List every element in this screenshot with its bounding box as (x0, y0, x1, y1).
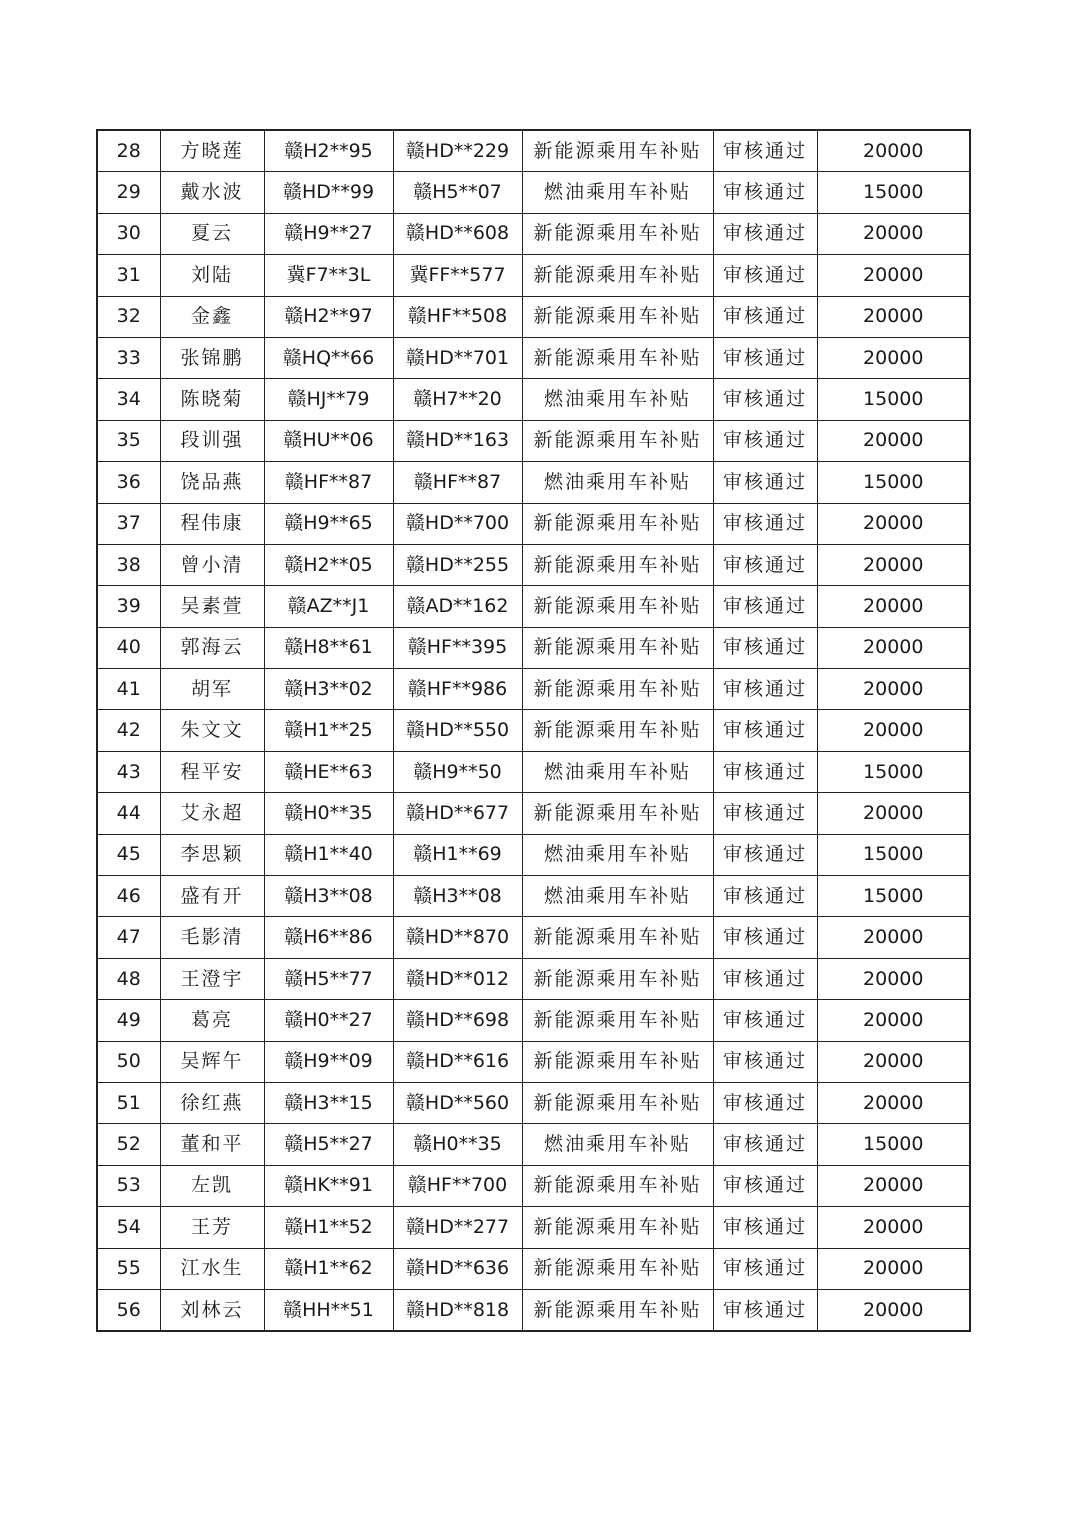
old-plate-number: 赣H3**08 (264, 876, 393, 917)
new-plate-number: 赣HD**636 (393, 1248, 522, 1289)
subsidy-type: 新能源乘用车补贴 (522, 420, 713, 461)
subsidy-type: 新能源乘用车补贴 (522, 255, 713, 296)
row-number: 32 (97, 296, 160, 337)
row-number: 55 (97, 1248, 160, 1289)
subsidy-amount: 20000 (817, 503, 970, 544)
subsidy-type: 燃油乘用车补贴 (522, 751, 713, 792)
old-plate-number: 赣HD**99 (264, 172, 393, 213)
old-plate-number: 赣H8**61 (264, 627, 393, 668)
applicant-name: 吴辉午 (160, 1041, 264, 1082)
subsidy-amount: 20000 (817, 1082, 970, 1123)
subsidy-type: 新能源乘用车补贴 (522, 793, 713, 834)
row-number: 29 (97, 172, 160, 213)
subsidy-type: 新能源乘用车补贴 (522, 296, 713, 337)
new-plate-number: 赣AD**162 (393, 586, 522, 627)
subsidy-type: 新能源乘用车补贴 (522, 958, 713, 999)
new-plate-number: 赣H5**07 (393, 172, 522, 213)
new-plate-number: 赣HF**508 (393, 296, 522, 337)
table-row (97, 669, 970, 710)
row-number: 51 (97, 1082, 160, 1123)
review-status: 审核通过 (713, 1289, 817, 1331)
table-row (97, 627, 970, 668)
new-plate-number: 冀FF**577 (393, 255, 522, 296)
applicant-name: 戴水波 (160, 172, 264, 213)
subsidy-type: 新能源乘用车补贴 (522, 1248, 713, 1289)
subsidy-type: 燃油乘用车补贴 (522, 462, 713, 503)
applicant-name: 左凯 (160, 1165, 264, 1206)
review-status: 审核通过 (713, 586, 817, 627)
old-plate-number: 赣H0**27 (264, 1000, 393, 1041)
row-number: 43 (97, 751, 160, 792)
new-plate-number: 赣HD**550 (393, 710, 522, 751)
review-status: 审核通过 (713, 958, 817, 999)
subsidy-amount: 15000 (817, 462, 970, 503)
review-status: 审核通过 (713, 1248, 817, 1289)
new-plate-number: 赣HF**700 (393, 1165, 522, 1206)
review-status: 审核通过 (713, 420, 817, 461)
applicant-name: 艾永超 (160, 793, 264, 834)
old-plate-number: 赣H6**86 (264, 917, 393, 958)
subsidy-table (96, 129, 971, 1332)
applicant-name: 吴素萱 (160, 586, 264, 627)
row-number: 46 (97, 876, 160, 917)
table-row (97, 130, 970, 172)
subsidy-type: 燃油乘用车补贴 (522, 876, 713, 917)
applicant-name: 董和平 (160, 1124, 264, 1165)
row-number: 28 (97, 130, 160, 172)
review-status: 审核通过 (713, 255, 817, 296)
subsidy-amount: 20000 (817, 213, 970, 254)
subsidy-amount: 20000 (817, 1000, 970, 1041)
row-number: 39 (97, 586, 160, 627)
review-status: 审核通过 (713, 337, 817, 378)
row-number: 38 (97, 544, 160, 585)
new-plate-number: 赣H1**69 (393, 834, 522, 875)
new-plate-number: 赣HD**163 (393, 420, 522, 461)
applicant-name: 方晓莲 (160, 130, 264, 172)
applicant-name: 夏云 (160, 213, 264, 254)
row-number: 45 (97, 834, 160, 875)
applicant-name: 葛亮 (160, 1000, 264, 1041)
review-status: 审核通过 (713, 213, 817, 254)
old-plate-number: 赣HQ**66 (264, 337, 393, 378)
old-plate-number: 赣H0**35 (264, 793, 393, 834)
row-number: 47 (97, 917, 160, 958)
old-plate-number: 赣H2**95 (264, 130, 393, 172)
review-status: 审核通过 (713, 669, 817, 710)
applicant-name: 江水生 (160, 1248, 264, 1289)
subsidy-type: 新能源乘用车补贴 (522, 1041, 713, 1082)
old-plate-number: 赣H3**15 (264, 1082, 393, 1123)
table-row (97, 1000, 970, 1041)
row-number: 36 (97, 462, 160, 503)
applicant-name: 张锦鹏 (160, 337, 264, 378)
old-plate-number: 赣H9**09 (264, 1041, 393, 1082)
row-number: 40 (97, 627, 160, 668)
subsidy-type: 新能源乘用车补贴 (522, 669, 713, 710)
applicant-name: 李思颖 (160, 834, 264, 875)
review-status: 审核通过 (713, 627, 817, 668)
old-plate-number: 赣H1**40 (264, 834, 393, 875)
new-plate-number: 赣HD**701 (393, 337, 522, 378)
old-plate-number: 赣HE**63 (264, 751, 393, 792)
row-number: 31 (97, 255, 160, 296)
subsidy-amount: 20000 (817, 586, 970, 627)
subsidy-amount: 20000 (817, 255, 970, 296)
row-number: 50 (97, 1041, 160, 1082)
table-row (97, 544, 970, 585)
table-row (97, 958, 970, 999)
subsidy-amount: 20000 (817, 958, 970, 999)
table-row (97, 1207, 970, 1248)
table-row (97, 462, 970, 503)
review-status: 审核通过 (713, 710, 817, 751)
subsidy-amount: 20000 (817, 1289, 970, 1331)
applicant-name: 刘陆 (160, 255, 264, 296)
subsidy-type: 新能源乘用车补贴 (522, 627, 713, 668)
row-number: 42 (97, 710, 160, 751)
subsidy-amount: 20000 (817, 1165, 970, 1206)
subsidy-type: 新能源乘用车补贴 (522, 586, 713, 627)
table-row (97, 834, 970, 875)
new-plate-number: 赣HD**818 (393, 1289, 522, 1331)
new-plate-number: 赣HF**87 (393, 462, 522, 503)
table-row (97, 255, 970, 296)
applicant-name: 郭海云 (160, 627, 264, 668)
subsidy-amount: 15000 (817, 751, 970, 792)
subsidy-type: 燃油乘用车补贴 (522, 172, 713, 213)
subsidy-amount: 20000 (817, 420, 970, 461)
subsidy-amount: 20000 (817, 710, 970, 751)
row-number: 33 (97, 337, 160, 378)
old-plate-number: 赣H9**27 (264, 213, 393, 254)
new-plate-number: 赣HD**255 (393, 544, 522, 585)
old-plate-number: 赣H1**62 (264, 1248, 393, 1289)
row-number: 54 (97, 1207, 160, 1248)
subsidy-type: 燃油乘用车补贴 (522, 834, 713, 875)
review-status: 审核通过 (713, 793, 817, 834)
table-row (97, 793, 970, 834)
new-plate-number: 赣H3**08 (393, 876, 522, 917)
row-number: 56 (97, 1289, 160, 1331)
subsidy-amount: 20000 (817, 337, 970, 378)
review-status: 审核通过 (713, 503, 817, 544)
table-row (97, 172, 970, 213)
old-plate-number: 赣H5**27 (264, 1124, 393, 1165)
applicant-name: 曾小清 (160, 544, 264, 585)
table-row (97, 213, 970, 254)
table-row (97, 586, 970, 627)
table-row (97, 1248, 970, 1289)
subsidy-amount: 15000 (817, 172, 970, 213)
old-plate-number: 赣H3**02 (264, 669, 393, 710)
new-plate-number: 赣HF**395 (393, 627, 522, 668)
subsidy-amount: 20000 (817, 130, 970, 172)
table-row (97, 420, 970, 461)
applicant-name: 段训强 (160, 420, 264, 461)
subsidy-amount: 15000 (817, 379, 970, 420)
subsidy-type: 新能源乘用车补贴 (522, 503, 713, 544)
subsidy-type: 新能源乘用车补贴 (522, 130, 713, 172)
new-plate-number: 赣HD**677 (393, 793, 522, 834)
subsidy-type: 新能源乘用车补贴 (522, 710, 713, 751)
subsidy-type: 新能源乘用车补贴 (522, 213, 713, 254)
applicant-name: 陈晓菊 (160, 379, 264, 420)
review-status: 审核通过 (713, 1124, 817, 1165)
subsidy-amount: 20000 (817, 1248, 970, 1289)
subsidy-amount: 20000 (817, 669, 970, 710)
applicant-name: 程伟康 (160, 503, 264, 544)
old-plate-number: 赣H9**65 (264, 503, 393, 544)
new-plate-number: 赣HD**560 (393, 1082, 522, 1123)
table-row (97, 876, 970, 917)
applicant-name: 金鑫 (160, 296, 264, 337)
row-number: 49 (97, 1000, 160, 1041)
table-row (97, 379, 970, 420)
applicant-name: 盛有开 (160, 876, 264, 917)
row-number: 53 (97, 1165, 160, 1206)
applicant-name: 程平安 (160, 751, 264, 792)
subsidy-type: 新能源乘用车补贴 (522, 1289, 713, 1331)
new-plate-number: 赣H0**35 (393, 1124, 522, 1165)
table-row (97, 917, 970, 958)
row-number: 34 (97, 379, 160, 420)
subsidy-type: 新能源乘用车补贴 (522, 1165, 713, 1206)
old-plate-number: 赣H1**52 (264, 1207, 393, 1248)
subsidy-type: 燃油乘用车补贴 (522, 1124, 713, 1165)
subsidy-amount: 15000 (817, 1124, 970, 1165)
applicant-name: 刘林云 (160, 1289, 264, 1331)
subsidy-type: 新能源乘用车补贴 (522, 1082, 713, 1123)
old-plate-number: 冀F7**3L (264, 255, 393, 296)
row-number: 44 (97, 793, 160, 834)
table-row (97, 337, 970, 378)
table-row (97, 1289, 970, 1331)
review-status: 审核通过 (713, 379, 817, 420)
subsidy-amount: 20000 (817, 544, 970, 585)
old-plate-number: 赣HH**51 (264, 1289, 393, 1331)
subsidy-amount: 15000 (817, 876, 970, 917)
new-plate-number: 赣HF**986 (393, 669, 522, 710)
subsidy-type: 新能源乘用车补贴 (522, 917, 713, 958)
new-plate-number: 赣HD**608 (393, 213, 522, 254)
table-row (97, 1082, 970, 1123)
review-status: 审核通过 (713, 1041, 817, 1082)
subsidy-amount: 20000 (817, 793, 970, 834)
old-plate-number: 赣HJ**79 (264, 379, 393, 420)
new-plate-number: 赣HD**698 (393, 1000, 522, 1041)
subsidy-type: 新能源乘用车补贴 (522, 1207, 713, 1248)
applicant-name: 毛影清 (160, 917, 264, 958)
table-row (97, 1041, 970, 1082)
applicant-name: 王芳 (160, 1207, 264, 1248)
new-plate-number: 赣H7**20 (393, 379, 522, 420)
applicant-name: 饶品燕 (160, 462, 264, 503)
old-plate-number: 赣H1**25 (264, 710, 393, 751)
row-number: 41 (97, 669, 160, 710)
subsidy-amount: 20000 (817, 1207, 970, 1248)
new-plate-number: 赣H9**50 (393, 751, 522, 792)
row-number: 30 (97, 213, 160, 254)
subsidy-type: 新能源乘用车补贴 (522, 1000, 713, 1041)
table-row (97, 1165, 970, 1206)
review-status: 审核通过 (713, 834, 817, 875)
row-number: 48 (97, 958, 160, 999)
old-plate-number: 赣HK**91 (264, 1165, 393, 1206)
new-plate-number: 赣HD**700 (393, 503, 522, 544)
table-row (97, 503, 970, 544)
old-plate-number: 赣H5**77 (264, 958, 393, 999)
review-status: 审核通过 (713, 876, 817, 917)
applicant-name: 朱文文 (160, 710, 264, 751)
old-plate-number: 赣AZ**J1 (264, 586, 393, 627)
subsidy-amount: 20000 (817, 917, 970, 958)
subsidy-type: 燃油乘用车补贴 (522, 379, 713, 420)
old-plate-number: 赣H2**05 (264, 544, 393, 585)
applicant-name: 胡军 (160, 669, 264, 710)
review-status: 审核通过 (713, 1207, 817, 1248)
table-row (97, 710, 970, 751)
applicant-name: 徐红燕 (160, 1082, 264, 1123)
new-plate-number: 赣HD**229 (393, 130, 522, 172)
review-status: 审核通过 (713, 1165, 817, 1206)
new-plate-number: 赣HD**870 (393, 917, 522, 958)
old-plate-number: 赣HF**87 (264, 462, 393, 503)
review-status: 审核通过 (713, 1082, 817, 1123)
review-status: 审核通过 (713, 1000, 817, 1041)
subsidy-type: 新能源乘用车补贴 (522, 337, 713, 378)
old-plate-number: 赣H2**97 (264, 296, 393, 337)
old-plate-number: 赣HU**06 (264, 420, 393, 461)
row-number: 52 (97, 1124, 160, 1165)
new-plate-number: 赣HD**616 (393, 1041, 522, 1082)
row-number: 35 (97, 420, 160, 461)
review-status: 审核通过 (713, 296, 817, 337)
table-row (97, 751, 970, 792)
table-row (97, 296, 970, 337)
subsidy-amount: 15000 (817, 834, 970, 875)
review-status: 审核通过 (713, 917, 817, 958)
review-status: 审核通过 (713, 544, 817, 585)
table-row (97, 1124, 970, 1165)
applicant-name: 王澄宇 (160, 958, 264, 999)
review-status: 审核通过 (713, 751, 817, 792)
table-body (97, 130, 970, 1331)
row-number: 37 (97, 503, 160, 544)
new-plate-number: 赣HD**012 (393, 958, 522, 999)
subsidy-amount: 20000 (817, 627, 970, 668)
subsidy-type: 新能源乘用车补贴 (522, 544, 713, 585)
subsidy-amount: 20000 (817, 1041, 970, 1082)
review-status: 审核通过 (713, 130, 817, 172)
review-status: 审核通过 (713, 462, 817, 503)
review-status: 审核通过 (713, 172, 817, 213)
new-plate-number: 赣HD**277 (393, 1207, 522, 1248)
subsidy-amount: 20000 (817, 296, 970, 337)
